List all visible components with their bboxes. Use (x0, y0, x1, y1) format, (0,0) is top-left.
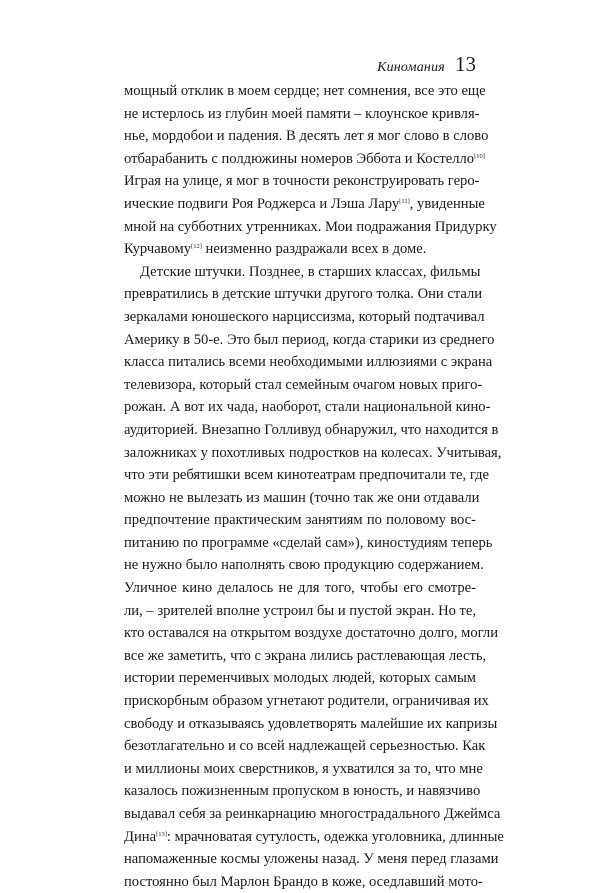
line-text: не истерлось из глубин моей памяти – клоунское кривля- (124, 105, 480, 122)
text-line (124, 600, 476, 623)
text-line (124, 645, 487, 668)
line-text: превратились в детские штучки другого толка. Они стали (124, 286, 483, 303)
line-text: все же заметить, что с экрана лились растлевающая лесть, (124, 647, 487, 664)
text-line (124, 442, 502, 465)
line-text: телевизора, который стал семейным очагом новых приго- (124, 376, 483, 393)
text-line (124, 464, 489, 487)
text-line (124, 396, 491, 419)
line-text: постоянно был Марлон Брандо в коже, оседлавший мото- (124, 873, 483, 890)
text-line (124, 329, 495, 352)
line-text: казалось пожизненным пропуском в юность, и навязчиво (124, 783, 481, 800)
text-line (124, 735, 486, 758)
text-line (124, 306, 485, 329)
line-text: заложниках у похотливых подростков на колесах. Учитывая, (124, 444, 502, 461)
text-line (124, 374, 483, 397)
text-line (124, 261, 481, 284)
line-text: и миллионы моих сверстников, я ухватился за то, что мне (124, 760, 483, 777)
line-text: ические подвиги Роя Роджерса и Лэша Лару (124, 195, 400, 212)
text-line (124, 713, 498, 736)
running-title: Киномания (377, 60, 445, 75)
line-text-continuation: , увиденные (409, 195, 485, 212)
line-text: что эти ребятишки всем кинотеатрам предпочитали те, где (124, 467, 489, 484)
line-text: кто оставался на открытом воздухе достаточно долго, могли (124, 625, 499, 642)
text-line (124, 848, 499, 871)
line-text-continuation: : мрачноватая сутулость, одежка уголовника, длинные (166, 828, 504, 845)
text-line (124, 487, 480, 510)
text-line (124, 125, 489, 148)
footnote-marker: [11] (399, 197, 410, 205)
text-line (124, 577, 476, 600)
text-line (124, 780, 481, 803)
line-text: питанию по программе «сделай сам»), киностудиям теперь (124, 534, 493, 551)
line-text: свободу и отказываясь удовлетворять малейшие их капризы (124, 715, 498, 732)
line-text: мной на субботних утренниках. Мои подражания Придурку (124, 218, 497, 235)
footnote-marker: [13] (156, 830, 167, 838)
line-text: аудиторией. Внезапно Голливуд обнаружил, что находится в (124, 421, 499, 438)
line-text: класса питались всеми необходимыми иллюзиями с экрана (124, 354, 493, 371)
line-text: ли, – зрителей вполне устроил бы и пустой экран. Но те, (124, 602, 477, 619)
line-text: выдавал себя за реинкарнацию многострадального Джеймса (124, 806, 501, 822)
page-number: 13 (455, 52, 476, 76)
text-line (124, 283, 483, 306)
text-line (124, 216, 497, 239)
line-text: нье, мордобои и падения. В десять лет я мог слово в слово (124, 128, 489, 145)
text-line (124, 148, 485, 171)
text-line (124, 103, 480, 126)
line-text: истории переменчивых молодых людей, которых самым (124, 670, 476, 687)
text-line (124, 193, 485, 216)
line-text: безотлагательно и со всей надлежащей серьезностью. Как (124, 738, 486, 755)
line-text: не нужно было наполнять свою продукцию содержанием. (124, 557, 484, 574)
line-text: можно не вылезать из машин (точно так же они отдавали (124, 489, 480, 506)
body-text (124, 80, 504, 893)
text-line (124, 758, 483, 781)
line-text: Детские штучки. Позднее, в старших классах, фильмы (140, 263, 481, 280)
line-text: зеркалами юношеского нарциссизма, который подтачивал (124, 308, 485, 325)
line-text: Играя на улице, я мог в точности реконструировать геро- (124, 173, 480, 190)
line-text: Америку в 50-е. Это был период, когда старики из среднего (124, 331, 495, 348)
text-line (124, 667, 476, 690)
line-text: предпочтение практическим занятиям по половому вос- (124, 512, 476, 529)
line-text: рожан. А вот их чада, наоборот, стали национальной кино- (124, 399, 491, 416)
line-text-continuation: неизменно раздражали всех в доме. (201, 241, 427, 258)
text-line (124, 80, 486, 103)
line-text: мощный отклик в моем сердце; нет сомнения, все это еще (124, 83, 486, 99)
text-line (124, 170, 480, 193)
line-text: Курчавому (124, 241, 192, 258)
text-line (124, 622, 499, 645)
footnote-marker: [12] (191, 243, 202, 251)
footnote-marker: [10] (474, 152, 485, 160)
line-text: Уличное кино делалось не для того, чтобы его смотре- (124, 580, 476, 597)
text-line (124, 532, 493, 555)
text-line (124, 419, 499, 442)
text-line (124, 554, 484, 577)
text-line (124, 826, 504, 849)
text-line (124, 509, 476, 532)
line-text: напомаженные космы уложены назад. У меня перед глазами (124, 851, 499, 868)
text-line (124, 803, 501, 826)
page-header (377, 52, 476, 77)
line-text: отбарабанить с полдюжины номеров Эббота и Костелло (124, 150, 475, 167)
text-line (124, 238, 476, 261)
text-line (124, 351, 493, 374)
text-line (124, 871, 483, 893)
line-text: прискорбным образом угнетают родители, ограничивая их (124, 693, 489, 710)
text-line (124, 690, 489, 713)
line-text: Дина (124, 828, 157, 845)
